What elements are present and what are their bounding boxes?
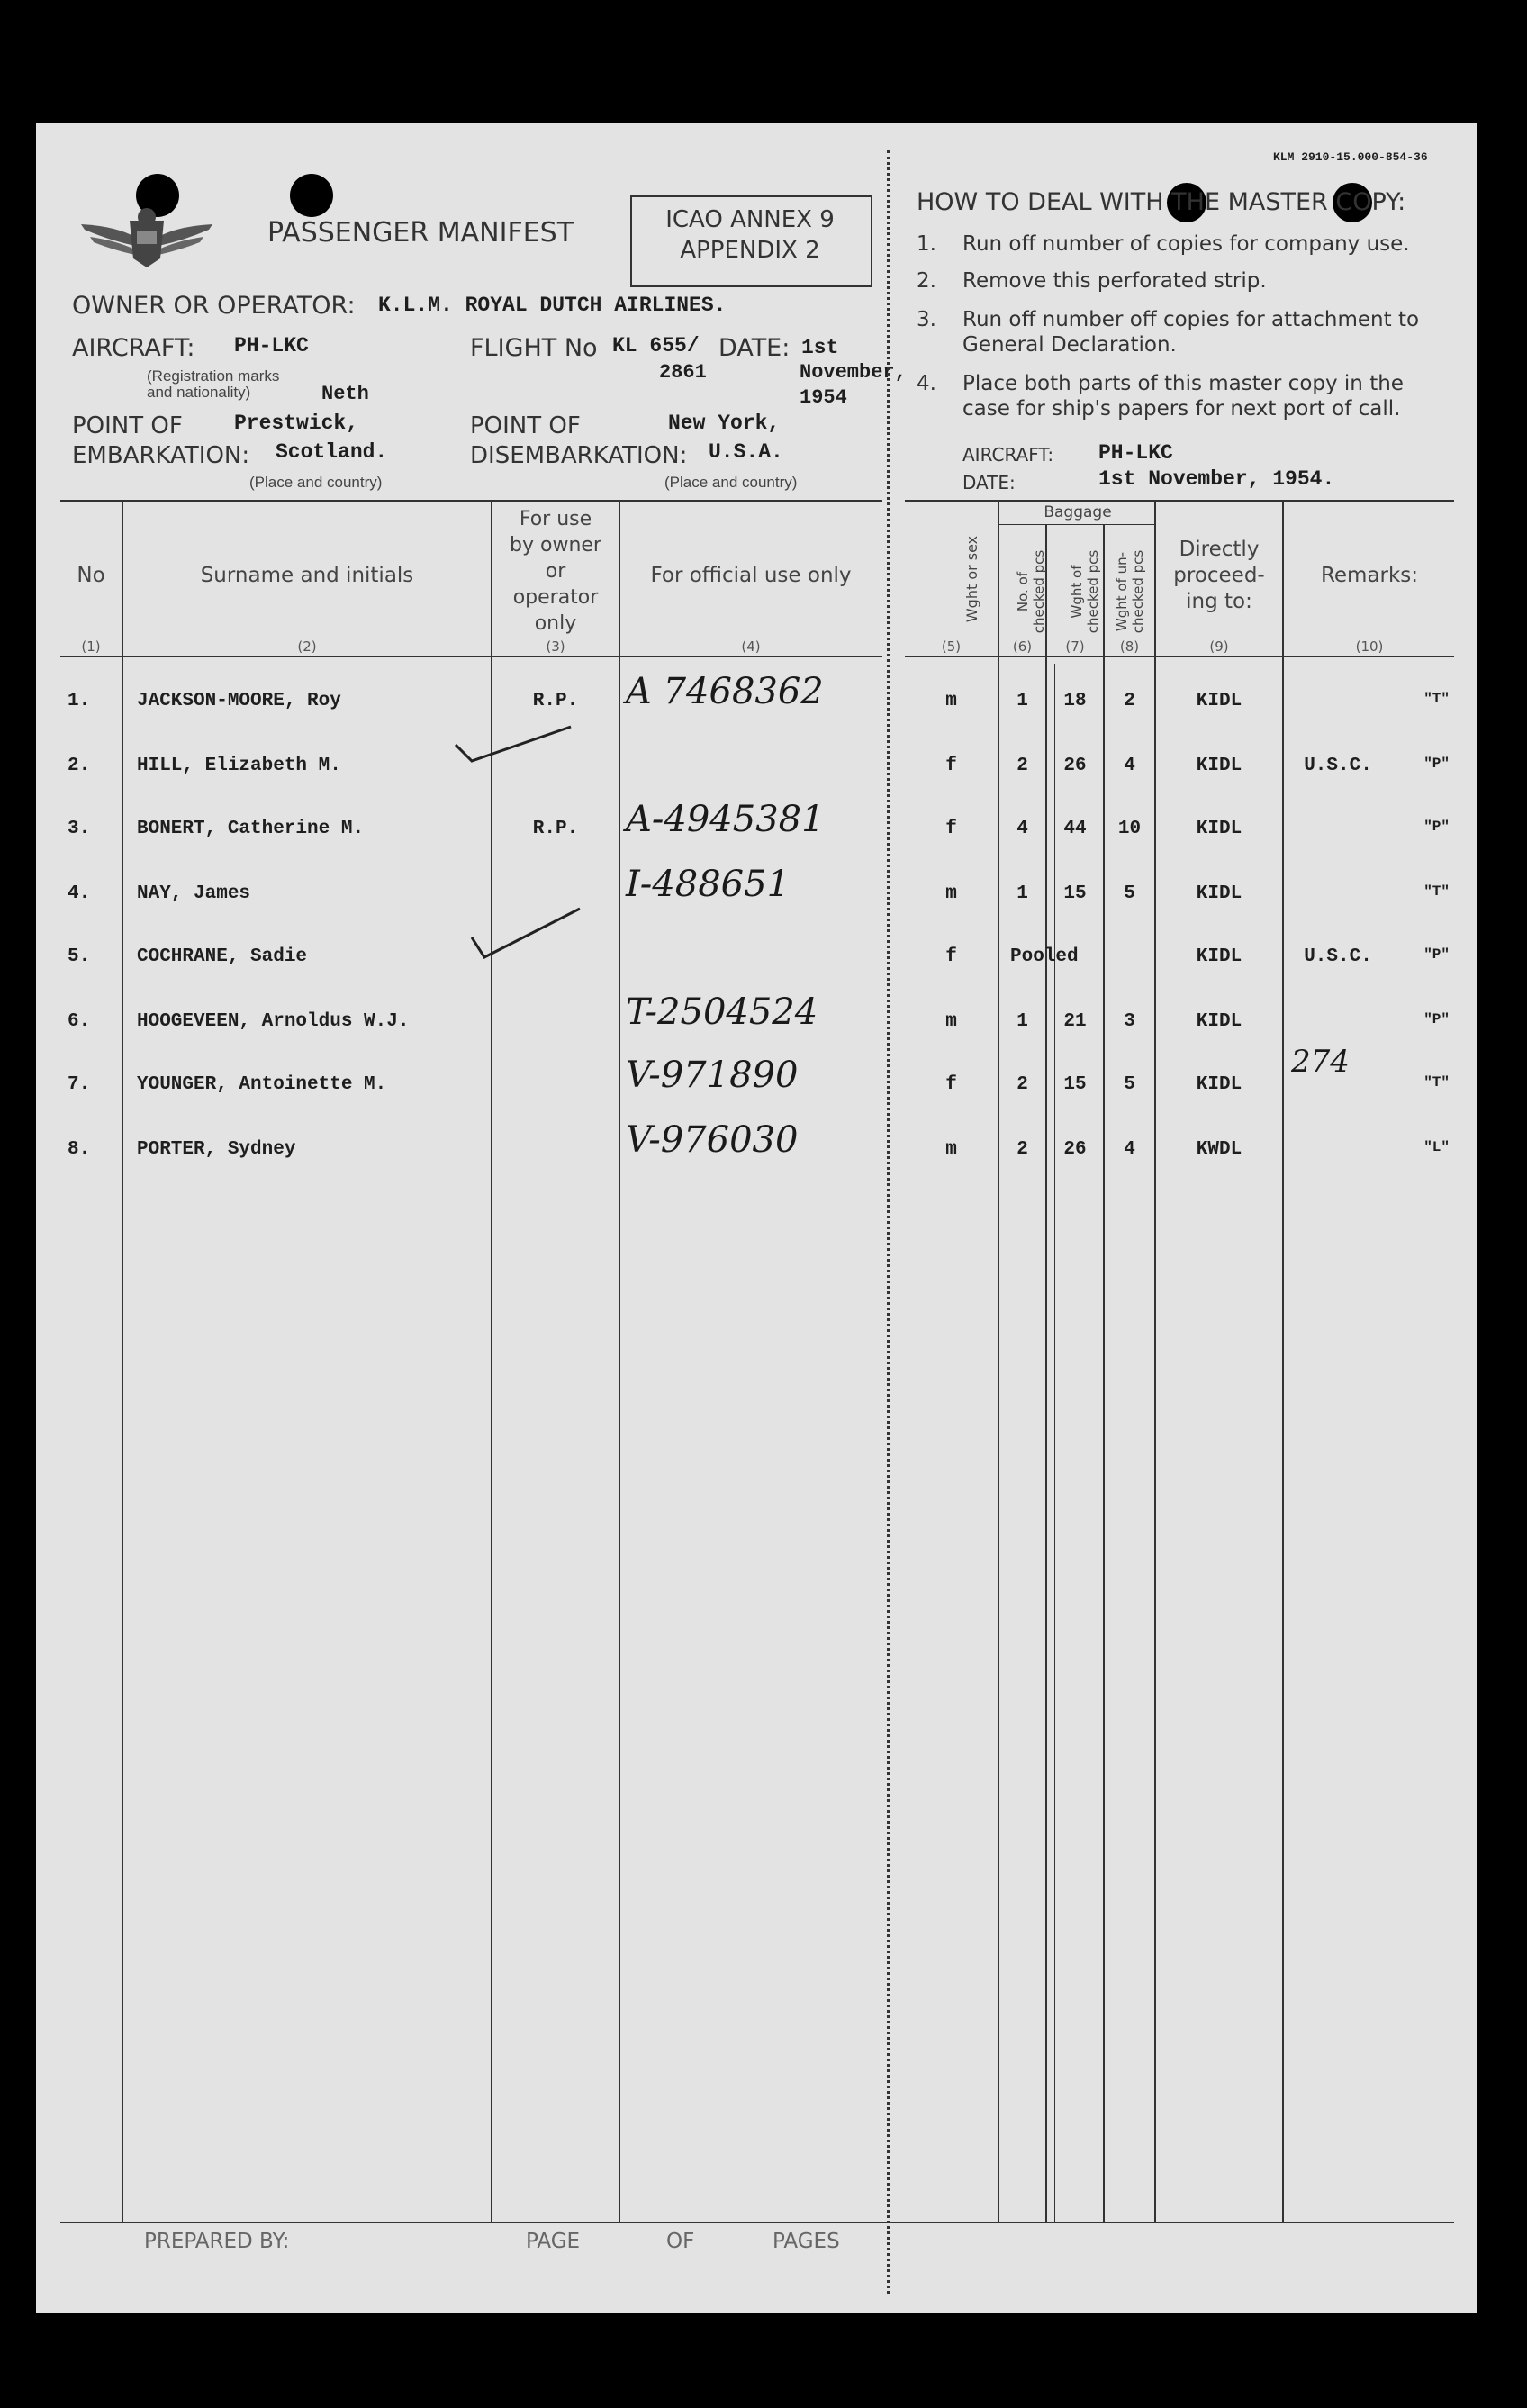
disembark-label1: POINT OF bbox=[470, 412, 581, 439]
row-number: 5. bbox=[68, 946, 91, 967]
instruction-text: Run off number of copies for company use. bbox=[962, 232, 1410, 256]
row-code: "T" bbox=[1423, 883, 1450, 900]
embark-label2: EMBARKATION: bbox=[72, 442, 250, 469]
col-num: (4) bbox=[741, 638, 761, 655]
disembark-value2: U.S.A. bbox=[709, 440, 783, 464]
footer-pages: PAGES bbox=[773, 2230, 840, 2253]
checked-weight-value: 15 bbox=[1063, 1074, 1087, 1095]
punch-hole bbox=[290, 174, 333, 217]
unchecked-weight-value: 2 bbox=[1124, 691, 1135, 711]
owner-use-value: R.P. bbox=[532, 819, 579, 839]
checked-pcs-value: 2 bbox=[1016, 756, 1028, 776]
col-header-baggage: Baggage bbox=[1044, 503, 1112, 521]
row-number: 1. bbox=[68, 691, 91, 711]
sex-value: m bbox=[945, 1011, 957, 1032]
date-value2: November, bbox=[800, 361, 907, 384]
sex-value: m bbox=[945, 883, 957, 904]
destination-value: KIDL bbox=[1196, 756, 1242, 776]
destination-value: KIDL bbox=[1196, 1074, 1242, 1095]
checked-weight-value: 18 bbox=[1063, 691, 1087, 711]
col-header-checked-pcs: No. of checked pcs bbox=[1015, 549, 1047, 634]
row-code: "T" bbox=[1423, 691, 1450, 707]
header-bottom-rule-right bbox=[905, 656, 1454, 657]
aircraft-sub2: and nationality) bbox=[147, 384, 251, 401]
official-use-value: I-488651 bbox=[626, 864, 791, 905]
remarks-value: 274 bbox=[1291, 1044, 1350, 1080]
destination-value: KIDL bbox=[1196, 883, 1242, 904]
passenger-name: HILL, Elizabeth M. bbox=[137, 756, 341, 776]
row-number: 3. bbox=[68, 819, 91, 839]
disembark-place-country: (Place and country) bbox=[664, 474, 798, 491]
footer-of: OF bbox=[666, 2230, 695, 2253]
unchecked-weight-value: 3 bbox=[1124, 1011, 1135, 1032]
unchecked-weight-value: 5 bbox=[1124, 1074, 1135, 1095]
instruction-num: 3. bbox=[917, 308, 936, 331]
checked-pcs-value: 1 bbox=[1016, 883, 1028, 904]
footer-page: PAGE bbox=[526, 2230, 581, 2253]
col-header-official: For official use only bbox=[650, 564, 852, 587]
instruction-text: Place both parts of this master copy in the bbox=[962, 372, 1404, 395]
form-title: PASSENGER MANIFEST bbox=[267, 217, 574, 249]
flight-value2: 2861 bbox=[659, 361, 707, 384]
sex-value: m bbox=[945, 691, 957, 711]
sex-value: f bbox=[945, 819, 957, 839]
row-number: 4. bbox=[68, 883, 91, 904]
instructions-date-value: 1st November, 1954. bbox=[1098, 467, 1335, 491]
aircraft-sub1: (Registration marks bbox=[147, 367, 280, 385]
check-mark bbox=[452, 718, 578, 772]
checked-pcs-value: 1 bbox=[1016, 691, 1028, 711]
checked-pcs-value: 2 bbox=[1016, 1139, 1028, 1160]
unchecked-weight-value: 4 bbox=[1124, 1139, 1135, 1160]
check-mark bbox=[468, 898, 594, 970]
sex-value: m bbox=[945, 1139, 957, 1160]
row-code: "L" bbox=[1423, 1139, 1450, 1155]
sex-value: f bbox=[945, 1074, 957, 1095]
owner-use-value: R.P. bbox=[532, 691, 579, 711]
col-header-wght-checked: Wght of checked pcs bbox=[1069, 549, 1101, 634]
instruction-num: 4. bbox=[917, 372, 936, 395]
unchecked-weight-value: 4 bbox=[1124, 756, 1135, 776]
official-use-value: T-2504524 bbox=[626, 991, 818, 1033]
col-num: (7) bbox=[1065, 638, 1085, 655]
passenger-name: NAY, James bbox=[137, 883, 251, 904]
destination-value: KIDL bbox=[1196, 691, 1242, 711]
instruction-text: General Declaration. bbox=[962, 333, 1177, 357]
row-number: 2. bbox=[68, 756, 91, 776]
destination-value: KIDL bbox=[1196, 1011, 1242, 1032]
col-num: (3) bbox=[546, 638, 565, 655]
baggage-rule bbox=[999, 524, 1156, 525]
row-code: "P" bbox=[1423, 756, 1450, 772]
date-label: DATE: bbox=[718, 334, 791, 362]
table-bottom-rule bbox=[60, 2222, 1454, 2223]
row-number: 7. bbox=[68, 1074, 91, 1095]
col-num: (5) bbox=[941, 638, 962, 655]
instruction-num: 2. bbox=[917, 269, 936, 293]
flight-label: FLIGHT No bbox=[470, 334, 598, 362]
official-use-value: V-976030 bbox=[626, 1119, 799, 1161]
aircraft-value: PH-LKC bbox=[234, 334, 309, 358]
embark-label1: POINT OF bbox=[72, 412, 183, 439]
col-header-owner-use: For use by owner or operator only bbox=[510, 508, 601, 635]
col-header-remarks: Remarks: bbox=[1320, 564, 1419, 587]
instructions-aircraft-label: AIRCRAFT: bbox=[962, 444, 1054, 466]
footer-prepared-by: PREPARED BY: bbox=[144, 2230, 290, 2253]
col-num: (8) bbox=[1119, 638, 1140, 655]
checked-pcs-value: Pooled bbox=[1010, 946, 1079, 967]
checked-weight-value: 26 bbox=[1063, 756, 1087, 776]
row-code: "P" bbox=[1423, 946, 1450, 963]
instructions-title: HOW TO DEAL WITH THE MASTER COPY: bbox=[917, 188, 1406, 216]
row-number: 8. bbox=[68, 1139, 91, 1160]
disembark-label2: DISEMBARKATION: bbox=[470, 442, 688, 469]
instruction-text: Remove this perforated strip. bbox=[962, 269, 1267, 293]
col-divider bbox=[1103, 525, 1105, 2222]
icao-line1: ICAO ANNEX 9 bbox=[665, 206, 835, 233]
nationality-value: Neth bbox=[321, 383, 369, 405]
destination-value: KIDL bbox=[1196, 819, 1242, 839]
embark-place-country: (Place and country) bbox=[249, 474, 383, 491]
col-num: (10) bbox=[1355, 638, 1384, 655]
instruction-num: 1. bbox=[917, 232, 936, 256]
col-num: (2) bbox=[297, 638, 317, 655]
destination-value: KIDL bbox=[1196, 946, 1242, 967]
col-header-directly: Directly proceed- ing to: bbox=[1173, 538, 1265, 613]
icao-line2: APPENDIX 2 bbox=[680, 237, 820, 264]
sex-value: f bbox=[945, 946, 957, 967]
checked-pcs-value: 1 bbox=[1016, 1011, 1028, 1032]
official-use-value: V-971890 bbox=[626, 1055, 799, 1096]
form-code: KLM 2910-15.000-854-36 bbox=[1273, 150, 1428, 164]
manifest-page bbox=[36, 123, 1477, 2313]
disembark-value1: New York, bbox=[668, 412, 781, 435]
col-divider bbox=[1045, 525, 1047, 2222]
instruction-text: Run off number off copies for attachment to bbox=[962, 308, 1420, 331]
col-num: (9) bbox=[1209, 638, 1229, 655]
col-header-wght-sex: Wght or sex bbox=[963, 535, 980, 623]
embark-value2: Scotland. bbox=[276, 440, 388, 464]
checked-pcs-value: 2 bbox=[1016, 1074, 1028, 1095]
official-use-value: A 7468362 bbox=[626, 671, 824, 712]
passenger-name: JACKSON-MOORE, Roy bbox=[137, 691, 341, 711]
col-divider bbox=[122, 502, 123, 2222]
col-header-surname: Surname and initials bbox=[200, 564, 414, 587]
klm-wings-logo bbox=[79, 201, 214, 269]
checked-weight-value: 44 bbox=[1063, 819, 1087, 839]
header-bottom-rule-left bbox=[60, 656, 882, 657]
destination-value: KWDL bbox=[1196, 1139, 1242, 1160]
instruction-text: case for ship's papers for next port of call. bbox=[962, 397, 1401, 421]
owner-value: K.L.M. ROYAL DUTCH AIRLINES. bbox=[378, 294, 727, 317]
checked-pcs-value: 4 bbox=[1016, 819, 1028, 839]
col-num: (1) bbox=[81, 638, 101, 655]
checked-weight-value: 26 bbox=[1063, 1139, 1087, 1160]
row-number: 6. bbox=[68, 1011, 91, 1032]
date-value1: 1st bbox=[801, 336, 839, 359]
passenger-name: HOOGEVEEN, Arnoldus W.J. bbox=[137, 1011, 410, 1032]
instructions-aircraft-value: PH-LKC bbox=[1098, 441, 1173, 465]
official-use-value: A-4945381 bbox=[626, 799, 825, 840]
table-top-rule-right bbox=[905, 500, 1454, 502]
col-header-wght-unchecked: Wght of un- checked pcs bbox=[1114, 549, 1146, 634]
table-top-rule-left bbox=[60, 500, 882, 502]
passenger-name: PORTER, Sydney bbox=[137, 1139, 296, 1160]
sex-value: f bbox=[945, 756, 957, 776]
passenger-name: YOUNGER, Antoinette M. bbox=[137, 1074, 387, 1095]
col-header-no: No bbox=[77, 564, 105, 587]
row-code: "T" bbox=[1423, 1074, 1450, 1091]
embark-value1: Prestwick, bbox=[234, 412, 359, 435]
passenger-name: BONERT, Catherine M. bbox=[137, 819, 365, 839]
col-divider bbox=[619, 502, 620, 2222]
owner-label: OWNER OR OPERATOR: bbox=[72, 292, 356, 320]
checked-weight-value: 15 bbox=[1063, 883, 1087, 904]
instructions-date-label: DATE: bbox=[962, 472, 1016, 493]
row-code: "P" bbox=[1423, 1011, 1450, 1027]
col-num: (6) bbox=[1012, 638, 1033, 655]
unchecked-weight-value: 10 bbox=[1117, 819, 1142, 839]
aircraft-label: AIRCRAFT: bbox=[72, 334, 195, 362]
date-value3: 1954 bbox=[800, 386, 847, 409]
flight-value: KL 655/ bbox=[612, 334, 700, 358]
row-code: "P" bbox=[1423, 819, 1450, 835]
remarks-value: U.S.C. bbox=[1304, 756, 1372, 776]
remarks-value: U.S.C. bbox=[1304, 946, 1372, 967]
checked-weight-value: 21 bbox=[1063, 1011, 1087, 1032]
unchecked-weight-value: 5 bbox=[1124, 883, 1135, 904]
passenger-name: COCHRANE, Sadie bbox=[137, 946, 308, 967]
perforation-line bbox=[887, 150, 890, 2294]
